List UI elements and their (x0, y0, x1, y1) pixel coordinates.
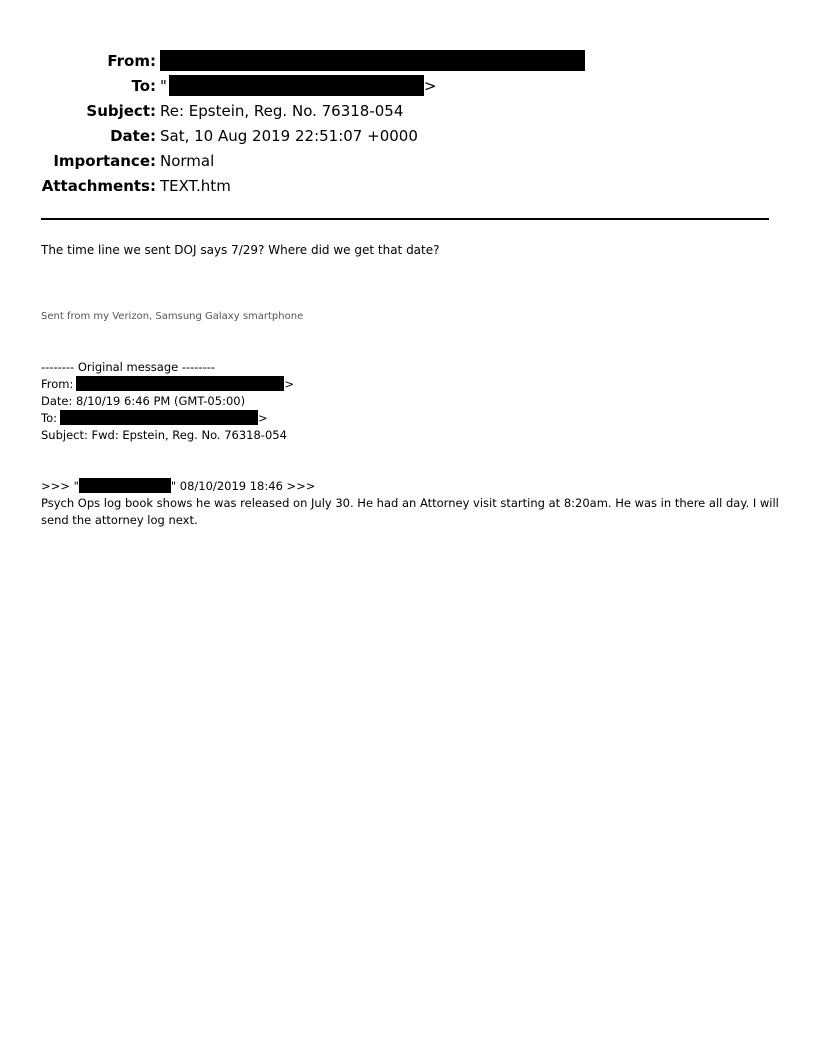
original-from-line (41, 376, 294, 393)
header-attachments-row (0, 174, 816, 198)
original-to-line (41, 410, 268, 427)
original-from-suffix: > (284, 377, 295, 391)
original-date-line: Date: 8/10/19 6:46 PM (GMT-05:00) (41, 394, 246, 408)
to-suffix: > (423, 77, 437, 95)
forward-quote-line (41, 478, 315, 495)
quote-suffix: " 08/10/2019 18:46 >>> (170, 479, 316, 493)
to-prefix: " (160, 77, 167, 95)
date-value: Sat, 10 Aug 2019 22:51:07 +0000 (160, 127, 418, 145)
original-from-label: From: (41, 377, 74, 391)
header-subject-row (0, 99, 816, 123)
original-to-suffix: > (257, 411, 268, 425)
to-value (160, 74, 436, 98)
subject-value: Re: Epstein, Reg. No. 76318-054 (160, 102, 404, 120)
quote-prefix: >>> " (41, 479, 79, 493)
importance-label: Importance: (53, 152, 156, 170)
header-importance-row (0, 149, 816, 173)
signature: Sent from my Verizon, Samsung Galaxy smartphone (41, 311, 304, 322)
to-label: To: (131, 77, 156, 95)
redaction-bar (79, 478, 171, 493)
header-from-row (0, 49, 816, 73)
importance-value: Normal (160, 152, 215, 170)
forwarded-body: Psych Ops log book shows he was released on July 30. He had an Attorney visit starting at 8:20am. He was in there all day. I will send the attorney log next. (41, 496, 779, 527)
original-to-label: To: (41, 411, 57, 425)
redaction-bar (169, 75, 424, 96)
message-body: The time line we sent DOJ says 7/29? Where did we get that date? (41, 243, 440, 257)
header-to-row (0, 74, 816, 98)
header-date-row (0, 124, 816, 148)
from-label: From: (107, 52, 156, 70)
header-divider (41, 218, 769, 220)
redaction-bar (76, 376, 284, 391)
attachments-value: TEXT.htm (160, 177, 231, 195)
attachments-label: Attachments: (41, 177, 156, 195)
redaction-bar (60, 410, 258, 425)
original-subject-line: Subject: Fwd: Epstein, Reg. No. 76318-054 (41, 428, 287, 442)
from-value (160, 49, 585, 73)
date-label: Date: (110, 127, 156, 145)
subject-label: Subject: (86, 102, 156, 120)
redaction-bar (160, 50, 585, 71)
original-separator: -------- Original message -------- (41, 360, 216, 374)
